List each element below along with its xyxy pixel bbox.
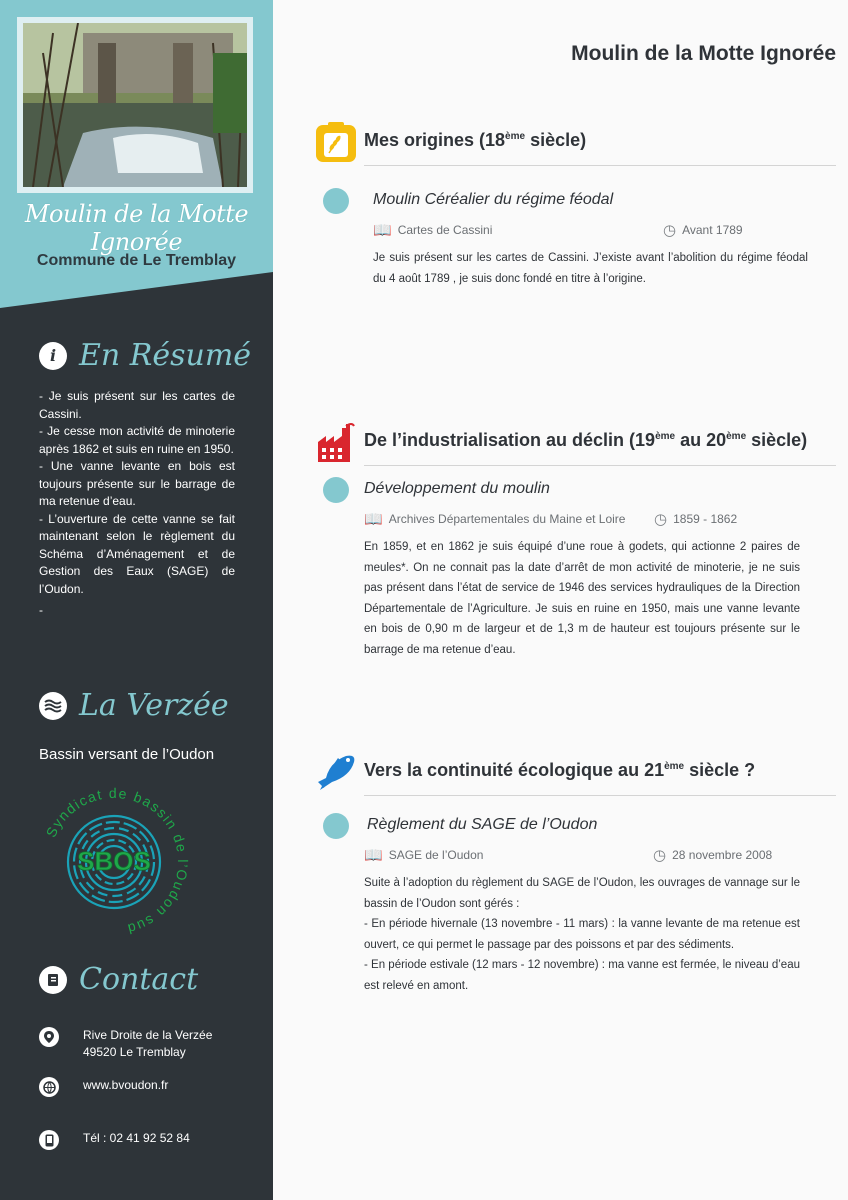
section-divider bbox=[364, 795, 836, 796]
section-continuite bbox=[316, 752, 836, 796]
phone-icon bbox=[39, 1130, 59, 1150]
contact-address bbox=[39, 1027, 212, 1061]
contact-phone bbox=[39, 1130, 190, 1150]
clock-icon: ◷ bbox=[663, 222, 677, 239]
contact-book-icon bbox=[39, 966, 67, 994]
sidebar bbox=[0, 0, 273, 1200]
book-icon: 📖 bbox=[373, 222, 392, 239]
section-origines bbox=[316, 122, 836, 166]
wheat-icon bbox=[316, 122, 356, 162]
resume-heading-text: En Résumé bbox=[79, 338, 252, 373]
river-heading bbox=[39, 688, 229, 723]
entry-date: ◷ 1859 - 1862 bbox=[654, 511, 738, 528]
entry-title: Moulin Céréalier du régime féodal bbox=[373, 191, 614, 208]
phone-number: Tél : 02 41 92 52 84 bbox=[83, 1131, 190, 1145]
resume-item: - Une vanne levante en bois est toujours présente sur le barrage de ma retenue d’eau. bbox=[39, 459, 235, 508]
contact-website[interactable] bbox=[39, 1077, 168, 1097]
book-icon: 📖 bbox=[364, 847, 383, 864]
timeline-dot bbox=[323, 813, 349, 839]
section-industrialisation bbox=[316, 422, 836, 466]
entry-text: Suite à l’adoption du règlement du SAGE de l’Oudon, les ouvrages de vannage sur le bassin de l’Oudon sont gérés : - En période hivernale (13 novembre - 11 mars) : la vanne levante de ma retenue est ouvert, ce qui permet le passage par des poissons et par des sédiments. - En période estivale (12 mars - 12 novembre) : ma vanne est fermée, le niveau d’eau est relevé en amont. bbox=[364, 877, 800, 992]
sidebar-subtitle: Commune de Le Tremblay bbox=[36, 252, 237, 269]
entry-source: 📖 Archives Départementales du Maine et Loire bbox=[364, 511, 626, 528]
resume-item: - Je suis présent sur les cartes de Cassini. bbox=[39, 389, 235, 421]
entry-text: En 1859, et en 1862 je suis équipé d’une roue à godets, qui actionne 2 paires de meules*. On ne connait pas la date d’arrêt de mon activité de minoterie, je ne suis pas présent dans l’état de service de 1946 des services hydrauliques de la Direction Départementale de l’Agriculture. Je suis en ruine en 1950, mais une vanne levante en bois de 0,90 m de largeur et de 1,3 m de hauteur est toujours présente sur le barrage de ma retenue d’eau. bbox=[364, 541, 800, 656]
sbos-logo-text: SBOS bbox=[77, 846, 151, 876]
website-link[interactable]: www.bvoudon.fr bbox=[83, 1078, 169, 1092]
basin-label: Bassin versant de l’Oudon bbox=[39, 746, 215, 763]
section-divider bbox=[364, 465, 836, 466]
page-title: Moulin de la Motte Ignorée bbox=[571, 42, 836, 65]
sbos-logo-ring-text: Syndicat de bassin de l’Oudon sud bbox=[42, 784, 192, 938]
timeline-dot bbox=[323, 188, 349, 214]
resume-list bbox=[39, 388, 235, 620]
entry-date: ◷ 28 novembre 2008 bbox=[653, 847, 773, 864]
mill-photo-image bbox=[23, 23, 247, 187]
pin-icon bbox=[39, 1027, 59, 1047]
sbos-logo bbox=[36, 784, 192, 940]
entry-source: 📖 Cartes de Cassini bbox=[373, 222, 493, 239]
sidebar-title: Moulin de la Motte Ignorée bbox=[24, 200, 249, 256]
entry-title: Règlement du SAGE de l’Oudon bbox=[367, 816, 598, 833]
info-icon: i bbox=[39, 342, 67, 370]
river-heading-text: La Verzée bbox=[79, 688, 229, 723]
contact-heading-text: Contact bbox=[79, 962, 199, 997]
entry-text: Je suis présent sur les cartes de Cassini. J’existe avant l’abolition du régime féodal du 4 août 1789 , je suis donc fondé en titre à l’origine. bbox=[373, 252, 808, 285]
timeline-dot bbox=[323, 477, 349, 503]
resume-item: - Je cesse mon activité de minoterie après 1862 et suis en ruine en 1950. bbox=[39, 424, 235, 456]
entry-date: ◷ Avant 1789 bbox=[663, 222, 743, 239]
clock-icon: ◷ bbox=[653, 847, 667, 864]
factory-icon bbox=[316, 422, 356, 462]
section-title: Mes origines (18ème siècle) bbox=[364, 130, 587, 150]
section-title: De l’industrialisation au déclin (19ème au 20ème siècle) bbox=[364, 430, 808, 450]
entry-source: 📖 SAGE de l’Oudon bbox=[364, 847, 484, 864]
resume-item: - L’ouverture de cette vanne se fait maintenant selon le règlement du Schéma d’Aménagement et de Gestion des Eaux (SAGE) de l’Oudon. bbox=[39, 511, 235, 596]
resume-heading bbox=[39, 338, 251, 373]
section-divider bbox=[364, 165, 836, 166]
waves-icon bbox=[39, 692, 67, 720]
section-title: Vers la continuité écologique au 21ème siècle ? bbox=[364, 760, 756, 780]
fish-icon bbox=[316, 752, 356, 792]
globe-icon bbox=[39, 1077, 59, 1097]
resume-item: - bbox=[39, 603, 43, 617]
book-icon: 📖 bbox=[364, 511, 383, 528]
clock-icon: ◷ bbox=[654, 511, 668, 528]
address-line-1: Rive Droite de la Verzée bbox=[83, 1028, 213, 1042]
contact-heading bbox=[39, 962, 198, 997]
mill-photo bbox=[17, 17, 253, 193]
entry-title: Développement du moulin bbox=[364, 480, 550, 497]
address-line-2: 49520 Le Tremblay bbox=[83, 1045, 186, 1059]
